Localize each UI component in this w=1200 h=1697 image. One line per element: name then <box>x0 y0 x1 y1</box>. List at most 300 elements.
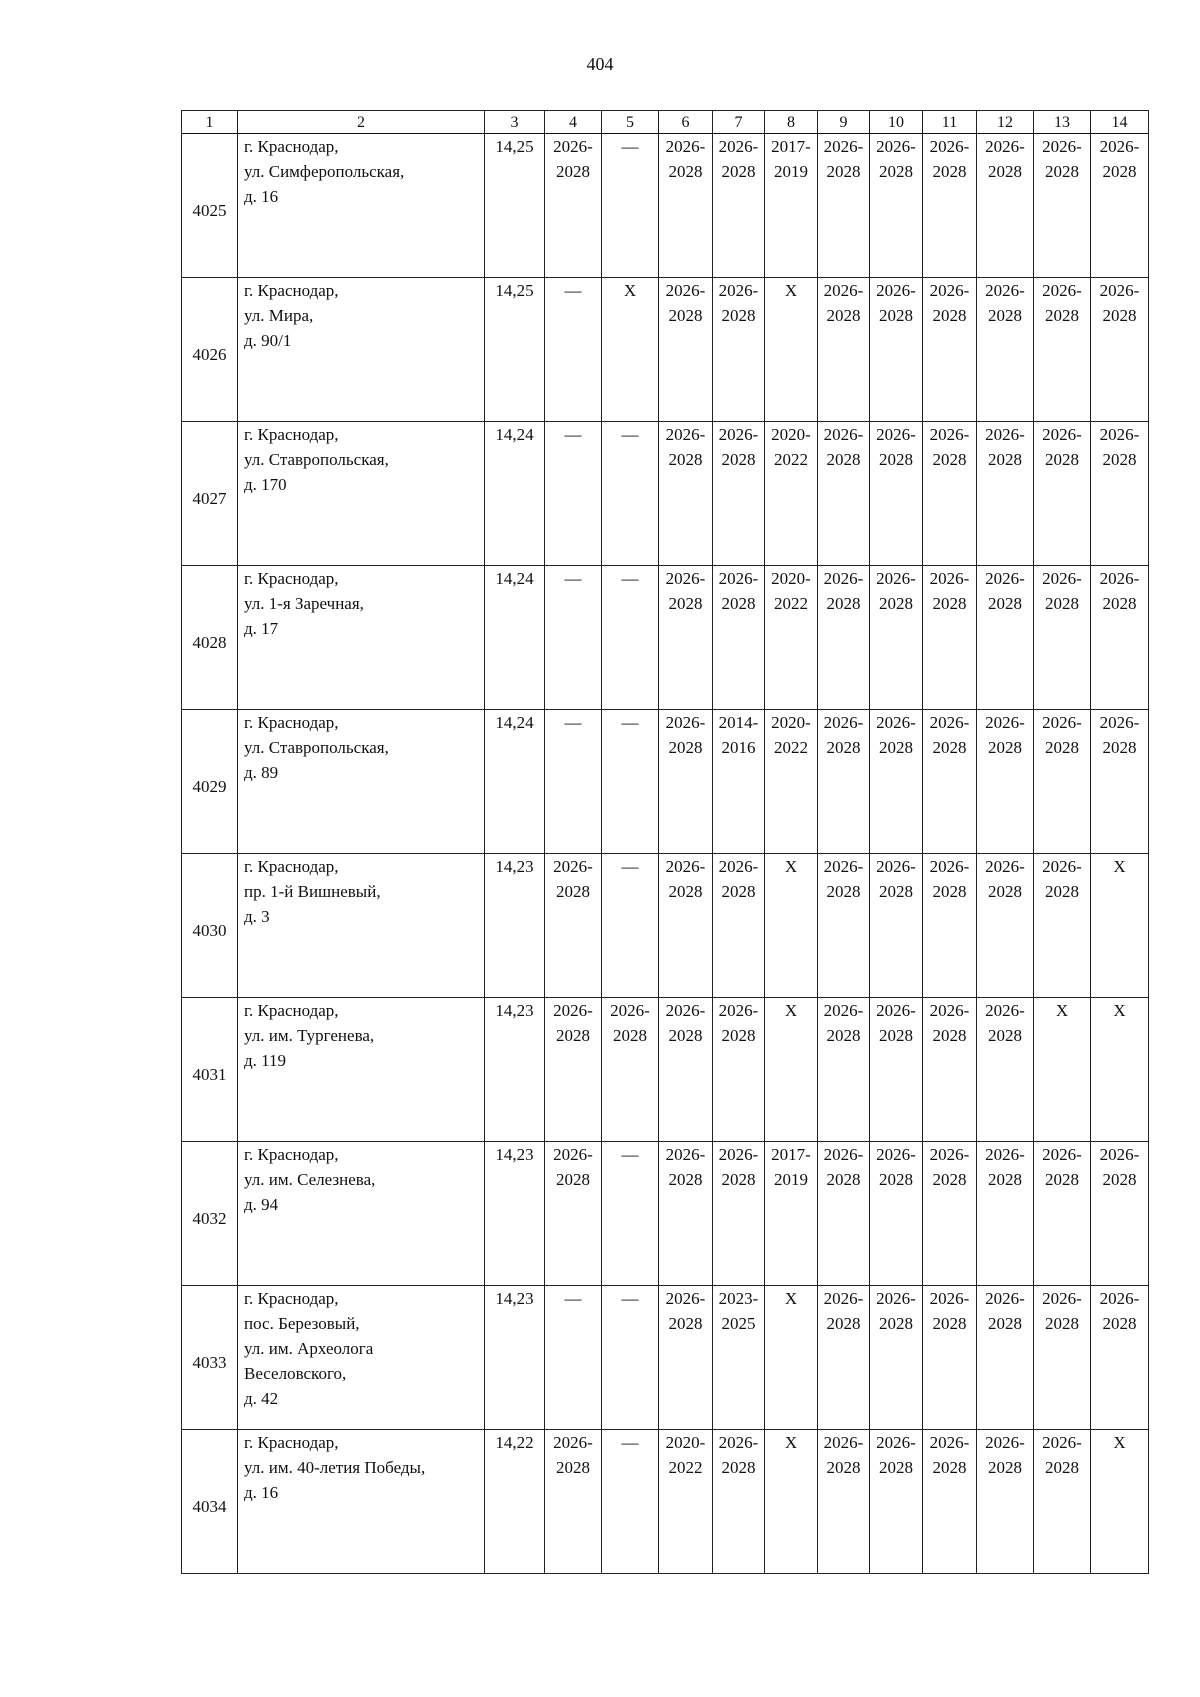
dash-mark: — <box>621 1433 639 1452</box>
period-line: 2026- <box>985 1145 1025 1164</box>
period-line: 2026- <box>823 569 864 588</box>
period-line: 2028 <box>932 1458 967 1477</box>
period-cell <box>1091 134 1149 278</box>
period-line: 2028 <box>1102 738 1137 757</box>
x-mark-cell <box>765 1430 818 1574</box>
period-line: 2028 <box>879 882 913 901</box>
period-line: 2020- <box>771 713 811 732</box>
period-cell <box>545 134 602 278</box>
period-line: 2028 <box>932 1170 967 1189</box>
period-cell <box>713 134 765 278</box>
table-row <box>182 1142 1149 1286</box>
period-cell <box>870 854 923 998</box>
period-line: 2014- <box>718 713 759 732</box>
x-mark-cell <box>765 998 818 1142</box>
period-line: 2028 <box>826 1314 861 1333</box>
x-mark: X <box>784 1433 798 1452</box>
x-mark-cell <box>1091 854 1149 998</box>
address-line: г. Краснодар, <box>244 1001 339 1020</box>
period-line: 2028 <box>988 594 1022 613</box>
column-header: 4 <box>545 111 602 134</box>
table-row <box>182 422 1149 566</box>
period-line: 2028 <box>1045 882 1079 901</box>
period-cell <box>818 710 870 854</box>
address-line: г. Краснодар, <box>244 281 339 300</box>
period-line: 2026- <box>718 1001 759 1020</box>
period-line: 2028 <box>1102 306 1137 325</box>
period-cell <box>977 422 1034 566</box>
period-line: 2026- <box>665 857 706 876</box>
period-line: 2028 <box>879 738 913 757</box>
period-cell <box>923 710 977 854</box>
period-line: 2028 <box>988 882 1022 901</box>
column-header: 1 <box>182 111 238 134</box>
period-line: 2026- <box>823 1001 864 1020</box>
period-cell <box>977 134 1034 278</box>
period-line: 2028 <box>668 1026 703 1045</box>
address-line: пос. Березовый, <box>244 1314 360 1333</box>
address-line: г. Краснодар, <box>244 713 339 732</box>
x-mark: X <box>1113 1433 1126 1452</box>
period-cell <box>870 1430 923 1574</box>
x-mark: X <box>784 1289 798 1308</box>
row-number: 4031 <box>182 998 238 1142</box>
dash-mark: — <box>621 857 639 876</box>
period-line: 2028 <box>826 162 861 181</box>
period-line: 2028 <box>1102 162 1137 181</box>
period-line: 2028 <box>721 162 756 181</box>
period-line: 2026- <box>876 1145 916 1164</box>
period-cell <box>923 1286 977 1430</box>
period-line: 2026- <box>1099 569 1140 588</box>
period-cell <box>765 134 818 278</box>
value-cell: 14,24 <box>485 710 545 854</box>
period-line: 2028 <box>826 450 861 469</box>
period-line: 2022 <box>774 594 808 613</box>
period-line: 2028 <box>988 162 1022 181</box>
period-cell <box>545 1142 602 1286</box>
dash-cell <box>545 566 602 710</box>
address-line: ул. им. Археолога <box>244 1339 374 1358</box>
period-cell <box>818 422 870 566</box>
period-cell <box>713 1142 765 1286</box>
address-line: ул. Мира, <box>244 306 314 325</box>
period-line: 2026- <box>1042 1145 1082 1164</box>
period-line: 2026- <box>929 137 970 156</box>
address-line: Веселовского, <box>244 1364 347 1383</box>
value-cell: 14,23 <box>485 998 545 1142</box>
period-cell <box>818 1142 870 1286</box>
period-line: 2028 <box>988 1314 1022 1333</box>
address-cell <box>238 566 485 710</box>
table-row <box>182 1286 1149 1430</box>
data-table <box>181 110 1149 1574</box>
value-cell: 14,24 <box>485 566 545 710</box>
table-row <box>182 1430 1149 1574</box>
value-cell: 14,23 <box>485 854 545 998</box>
period-line: 2026- <box>610 1001 650 1020</box>
period-line: 2026- <box>985 137 1025 156</box>
address-line: ул. им. 40-летия Победы, <box>244 1458 426 1477</box>
column-header: 8 <box>765 111 818 134</box>
row-number: 4028 <box>182 566 238 710</box>
period-line: 2028 <box>879 1314 913 1333</box>
period-line: 2026- <box>718 425 759 444</box>
period-cell <box>977 854 1034 998</box>
period-line: 2028 <box>879 1170 913 1189</box>
period-cell <box>870 566 923 710</box>
period-line: 2028 <box>1045 306 1079 325</box>
period-line: 2028 <box>932 882 967 901</box>
dash-mark: — <box>621 137 639 156</box>
period-cell <box>545 998 602 1142</box>
address-line: д. 94 <box>244 1195 279 1214</box>
period-cell <box>1034 710 1091 854</box>
address-cell <box>238 710 485 854</box>
period-line: 2026- <box>823 1289 864 1308</box>
period-cell <box>870 134 923 278</box>
period-line: 2028 <box>879 1458 913 1477</box>
period-line: 2028 <box>1045 450 1079 469</box>
period-line: 2028 <box>988 450 1022 469</box>
period-line: 2028 <box>721 1170 756 1189</box>
period-cell <box>977 710 1034 854</box>
address-line: д. 42 <box>244 1389 279 1408</box>
period-line: 2028 <box>879 450 913 469</box>
address-cell <box>238 134 485 278</box>
period-line: 2026- <box>985 281 1025 300</box>
period-line: 2026- <box>1042 857 1082 876</box>
period-line: 2025 <box>721 1314 756 1333</box>
period-cell <box>659 854 713 998</box>
period-cell <box>545 854 602 998</box>
period-line: 2028 <box>1102 450 1137 469</box>
period-cell <box>659 134 713 278</box>
period-line: 2026- <box>985 1289 1025 1308</box>
period-cell <box>713 422 765 566</box>
period-line: 2028 <box>668 1314 703 1333</box>
period-cell <box>1091 1286 1149 1430</box>
period-line: 2026- <box>929 1433 970 1452</box>
address-cell <box>238 1142 485 1286</box>
row-number: 4030 <box>182 854 238 998</box>
period-line: 2026- <box>985 569 1025 588</box>
period-line: 2026- <box>718 281 759 300</box>
period-line: 2028 <box>879 594 913 613</box>
value-cell: 14,24 <box>485 422 545 566</box>
period-cell <box>870 1286 923 1430</box>
period-line: 2028 <box>932 306 967 325</box>
x-mark: X <box>1113 857 1126 876</box>
period-cell <box>659 422 713 566</box>
period-line: 2028 <box>826 1170 861 1189</box>
period-line: 2028 <box>721 306 756 325</box>
period-cell <box>977 278 1034 422</box>
period-line: 2026- <box>1099 425 1140 444</box>
table-row <box>182 854 1149 998</box>
period-line: 2022 <box>668 1458 703 1477</box>
row-number: 4026 <box>182 278 238 422</box>
period-line: 2026- <box>876 713 916 732</box>
address-line: ул. 1-я Заречная, <box>244 594 364 613</box>
period-cell <box>713 998 765 1142</box>
period-line: 2026- <box>553 1001 593 1020</box>
period-cell <box>923 854 977 998</box>
period-line: 2026- <box>553 1145 593 1164</box>
dash-cell <box>545 710 602 854</box>
column-header: 11 <box>923 111 977 134</box>
period-line: 2028 <box>721 594 756 613</box>
period-line: 2028 <box>721 450 756 469</box>
column-header: 12 <box>977 111 1034 134</box>
period-line: 2026- <box>1042 281 1082 300</box>
period-cell <box>818 998 870 1142</box>
address-cell <box>238 998 485 1142</box>
period-line: 2026- <box>929 1145 970 1164</box>
table-row <box>182 566 1149 710</box>
period-cell <box>713 1430 765 1574</box>
dash-mark: — <box>564 713 582 732</box>
address-line: д. 89 <box>244 763 279 782</box>
period-cell <box>659 278 713 422</box>
period-line: 2026- <box>718 569 759 588</box>
period-line: 2028 <box>1045 738 1079 757</box>
period-line: 2026- <box>553 857 593 876</box>
period-cell <box>545 1430 602 1574</box>
x-mark: X <box>784 1001 798 1020</box>
dash-mark: — <box>564 569 582 588</box>
period-cell <box>1034 854 1091 998</box>
period-cell <box>659 1142 713 1286</box>
address-line: д. 3 <box>244 907 270 926</box>
period-cell <box>1091 710 1149 854</box>
row-number: 4029 <box>182 710 238 854</box>
value-cell: 14,22 <box>485 1430 545 1574</box>
address-cell <box>238 422 485 566</box>
period-cell <box>765 566 818 710</box>
period-line: 2026- <box>665 425 706 444</box>
period-cell <box>659 710 713 854</box>
period-line: 2017- <box>771 137 811 156</box>
period-line: 2028 <box>1045 162 1079 181</box>
dash-cell <box>602 1142 659 1286</box>
period-line: 2028 <box>826 738 861 757</box>
column-header: 14 <box>1091 111 1149 134</box>
column-header: 2 <box>238 111 485 134</box>
period-line: 2026- <box>823 281 864 300</box>
period-line: 2026- <box>876 1289 916 1308</box>
period-line: 2022 <box>774 738 808 757</box>
period-line: 2028 <box>932 1026 967 1045</box>
period-line: 2026- <box>876 857 916 876</box>
period-cell <box>923 566 977 710</box>
period-line: 2026- <box>665 569 706 588</box>
period-cell <box>923 422 977 566</box>
period-line: 2026- <box>929 1289 970 1308</box>
period-line: 2026- <box>876 1433 916 1452</box>
row-number: 4033 <box>182 1286 238 1430</box>
period-line: 2020- <box>771 425 811 444</box>
period-line: 2028 <box>988 1170 1022 1189</box>
period-line: 2028 <box>668 162 703 181</box>
period-cell <box>713 278 765 422</box>
column-header: 6 <box>659 111 713 134</box>
value-cell: 14,23 <box>485 1286 545 1430</box>
dash-mark: — <box>564 1289 582 1308</box>
period-line: 2028 <box>556 882 590 901</box>
period-line: 2026- <box>929 857 970 876</box>
dash-cell <box>602 134 659 278</box>
period-line: 2028 <box>721 1026 756 1045</box>
period-line: 2026- <box>929 569 970 588</box>
address-line: д. 119 <box>244 1051 287 1070</box>
period-line: 2026- <box>985 1433 1025 1452</box>
period-cell <box>818 854 870 998</box>
period-line: 2026- <box>718 1433 759 1452</box>
column-header: 9 <box>818 111 870 134</box>
column-header: 3 <box>485 111 545 134</box>
period-line: 2028 <box>1045 594 1079 613</box>
period-line: 2026- <box>665 1001 706 1020</box>
period-cell <box>870 710 923 854</box>
period-line: 2028 <box>721 882 756 901</box>
page-number: 404 <box>586 54 614 74</box>
address-line: ул. им. Селезнева, <box>244 1170 376 1189</box>
column-header: 5 <box>602 111 659 134</box>
period-line: 2026- <box>985 425 1025 444</box>
period-line: 2026- <box>876 137 916 156</box>
period-cell <box>818 1430 870 1574</box>
period-line: 2028 <box>1102 1170 1137 1189</box>
dash-cell <box>602 854 659 998</box>
x-mark-cell <box>602 278 659 422</box>
x-mark: X <box>1055 1001 1069 1020</box>
period-line: 2026- <box>665 281 706 300</box>
row-number: 4034 <box>182 1430 238 1574</box>
dash-mark: — <box>621 425 639 444</box>
dash-mark: — <box>564 281 582 300</box>
row-number: 4025 <box>182 134 238 278</box>
dash-cell <box>602 710 659 854</box>
x-mark-cell <box>1034 998 1091 1142</box>
period-line: 2028 <box>988 1458 1022 1477</box>
period-line: 2028 <box>826 1026 861 1045</box>
period-line: 2026- <box>553 137 593 156</box>
period-line: 2028 <box>613 1026 647 1045</box>
row-number: 4032 <box>182 1142 238 1286</box>
period-line: 2026- <box>929 1001 970 1020</box>
period-line: 2028 <box>1102 1314 1137 1333</box>
period-cell <box>713 854 765 998</box>
period-line: 2028 <box>556 1458 590 1477</box>
period-cell <box>713 1286 765 1430</box>
period-line: 2026- <box>1042 425 1082 444</box>
x-mark: X <box>623 281 637 300</box>
period-cell <box>1034 278 1091 422</box>
period-line: 2026- <box>665 137 706 156</box>
address-line: пр. 1-й Вишневый, <box>244 882 381 901</box>
period-cell <box>659 998 713 1142</box>
period-cell <box>870 278 923 422</box>
period-line: 2028 <box>668 1170 703 1189</box>
period-line: 2028 <box>1045 1458 1079 1477</box>
value-cell: 14,23 <box>485 1142 545 1286</box>
period-line: 2022 <box>774 450 808 469</box>
period-cell <box>1091 278 1149 422</box>
period-line: 2028 <box>932 162 967 181</box>
period-line: 2026- <box>1099 137 1140 156</box>
period-cell <box>923 278 977 422</box>
period-line: 2028 <box>556 1170 590 1189</box>
column-header: 7 <box>713 111 765 134</box>
column-header: 10 <box>870 111 923 134</box>
period-cell <box>1034 134 1091 278</box>
period-cell <box>1034 422 1091 566</box>
address-line: г. Краснодар, <box>244 425 339 444</box>
period-cell <box>659 566 713 710</box>
period-cell <box>659 1430 713 1574</box>
period-line: 2019 <box>774 1170 808 1189</box>
period-line: 2020- <box>665 1433 706 1452</box>
value-cell: 14,25 <box>485 278 545 422</box>
x-mark: X <box>784 281 798 300</box>
address-line: ул. Ставропольская, <box>244 450 389 469</box>
period-line: 2026- <box>1099 1289 1140 1308</box>
period-line: 2026- <box>985 857 1025 876</box>
period-cell <box>602 998 659 1142</box>
period-line: 2028 <box>932 450 967 469</box>
period-cell <box>1034 1430 1091 1574</box>
period-line: 2028 <box>988 1026 1022 1045</box>
period-cell <box>765 422 818 566</box>
period-cell <box>818 566 870 710</box>
period-line: 2019 <box>774 162 808 181</box>
period-line: 2026- <box>985 713 1025 732</box>
period-line: 2026- <box>929 425 970 444</box>
dash-mark: — <box>621 713 639 732</box>
period-line: 2026- <box>929 281 970 300</box>
address-line: г. Краснодар, <box>244 857 339 876</box>
period-line: 2028 <box>879 162 913 181</box>
dash-cell <box>602 1286 659 1430</box>
dash-cell <box>602 1430 659 1574</box>
period-line: 2017- <box>771 1145 811 1164</box>
period-line: 2026- <box>876 425 916 444</box>
x-mark-cell <box>765 278 818 422</box>
period-line: 2028 <box>556 162 590 181</box>
period-cell <box>818 278 870 422</box>
period-cell <box>765 710 818 854</box>
period-cell <box>923 1430 977 1574</box>
address-line: г. Краснодар, <box>244 569 339 588</box>
period-line: 2028 <box>932 738 967 757</box>
period-line: 2023- <box>718 1289 759 1308</box>
period-cell <box>713 710 765 854</box>
period-line: 2026- <box>823 713 864 732</box>
address-line: д. 90/1 <box>244 331 292 350</box>
value-cell: 14,25 <box>485 134 545 278</box>
address-line: д. 16 <box>244 1483 279 1502</box>
period-line: 2028 <box>879 306 913 325</box>
address-line: ул. им. Тургенева, <box>244 1026 375 1045</box>
period-line: 2026- <box>1099 281 1140 300</box>
period-line: 2026- <box>665 1289 706 1308</box>
period-line: 2026- <box>718 1145 759 1164</box>
address-line: ул. Ставропольская, <box>244 738 389 757</box>
address-cell <box>238 278 485 422</box>
period-line: 2016 <box>721 738 756 757</box>
table-body <box>182 134 1149 1574</box>
